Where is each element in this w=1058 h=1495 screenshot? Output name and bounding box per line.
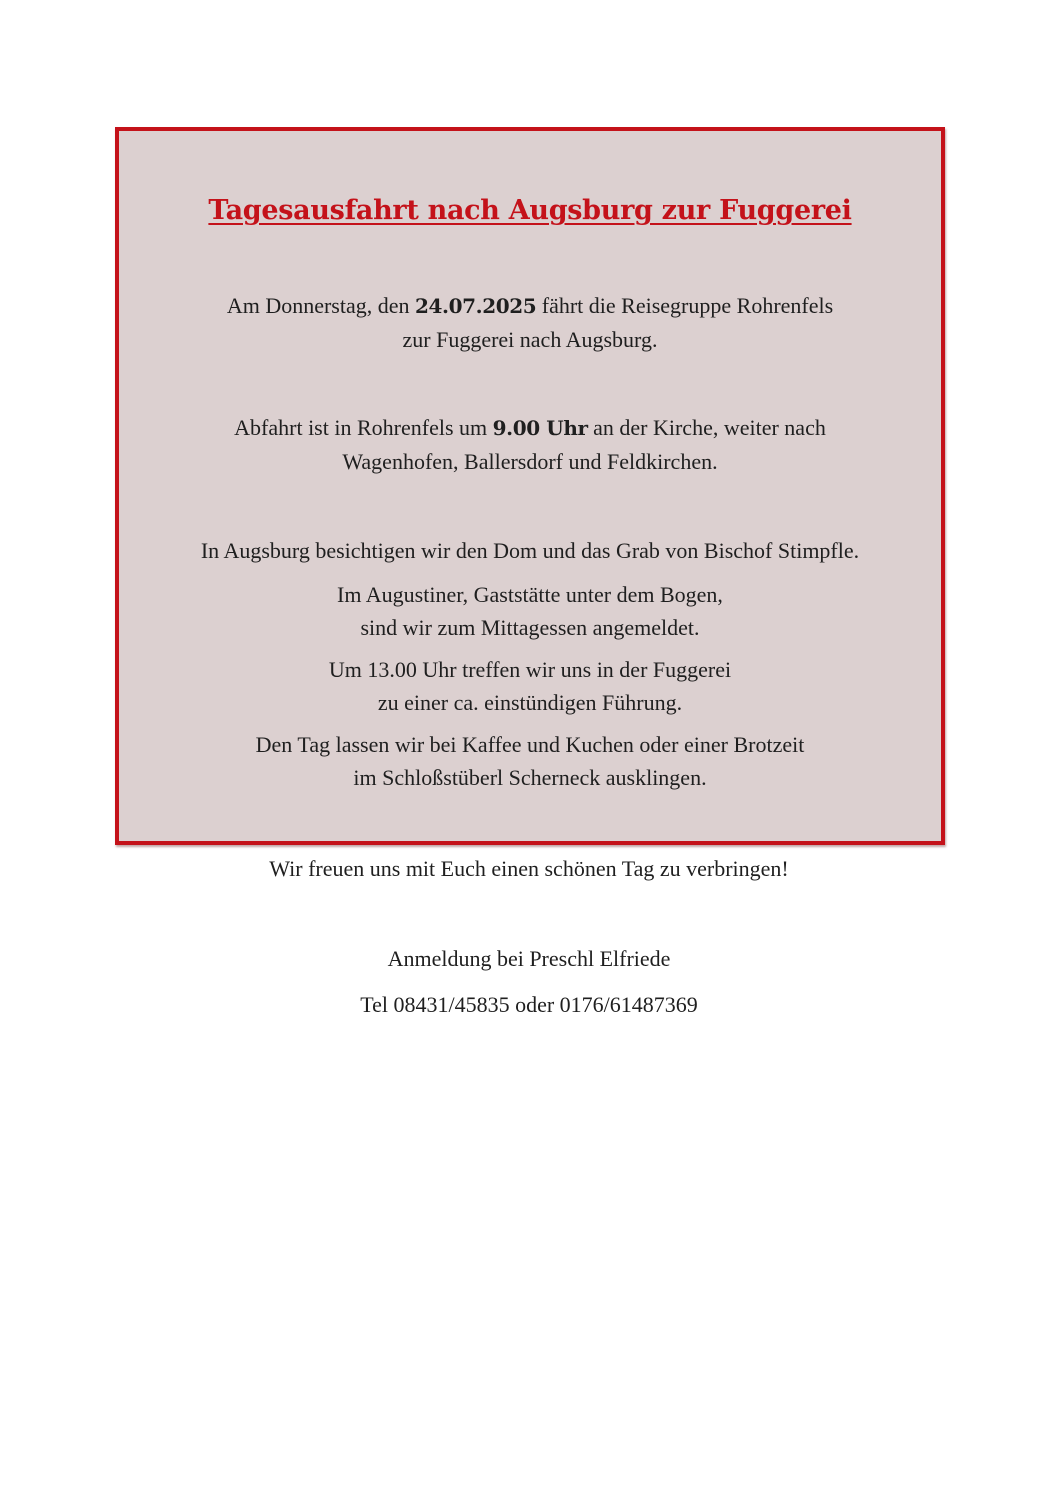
destination-text: zur Fuggerei nach Augsburg.: [402, 327, 658, 352]
tour-line-1: Um 13.00 Uhr treffen wir uns in der Fuggerei: [328, 657, 732, 682]
paragraph-closing-stop: [119, 728, 941, 794]
departure-stops-text: Wagenhofen, Ballersdorf und Feldkirchen.: [342, 449, 718, 474]
notice-box: [115, 127, 945, 845]
lunch-line-2: sind wir zum Mittagessen angemeldet.: [360, 615, 700, 640]
departure-intro-text: Abfahrt ist in Rohrenfels um: [234, 415, 493, 440]
closing-stop-line-2: im Schloßstüberl Scherneck ausklingen.: [353, 765, 707, 790]
phone-numbers: Tel 08431/45835 oder 0176/61487369: [360, 992, 698, 1017]
paragraph-lunch: [119, 578, 941, 644]
date-intro-text: Am Donnerstag, den: [226, 293, 415, 318]
tour-line-2: zu einer ca. einstündigen Führung.: [377, 690, 683, 715]
paragraph-sightseeing: [119, 534, 941, 567]
closing-stop-line-1: Den Tag lassen wir bei Kaffee und Kuchen oder einer Brotzeit: [255, 732, 805, 757]
registration-contact: Anmeldung bei Preschl Elfriede: [387, 946, 671, 971]
paragraph-date: [119, 289, 941, 356]
notice-title: Tagesausfahrt nach Augsburg zur Fuggerei: [208, 195, 852, 226]
lunch-line-1: Im Augustiner, Gaststätte unter dem Bogen,: [337, 582, 723, 607]
paragraph-tour: [119, 653, 941, 719]
trip-date: 24.07.2025: [415, 294, 537, 318]
paragraph-departure: [119, 411, 941, 478]
closing-message: Wir freuen uns mit Euch einen schönen Tag zu verbringen!: [269, 856, 789, 881]
departure-time: 9.00 Uhr: [492, 416, 588, 440]
date-outro-text: fährt die Reisegruppe Rohrenfels: [536, 293, 834, 318]
departure-outro-text: an der Kirche, weiter nach: [587, 415, 826, 440]
sightseeing-text: In Augsburg besichtigen wir den Dom und das Grab von Bischof Stimpfle.: [200, 538, 860, 563]
